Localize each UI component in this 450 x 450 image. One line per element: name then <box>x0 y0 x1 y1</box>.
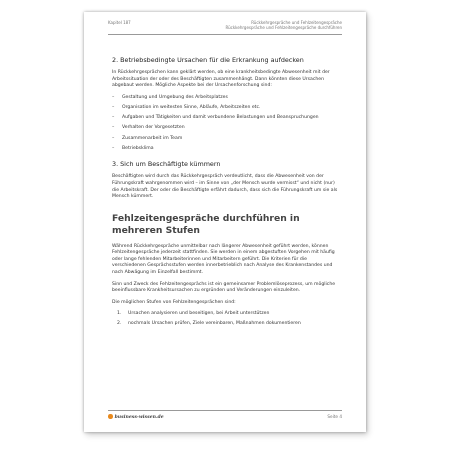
stages-list <box>112 311 342 327</box>
dash-bullet: – <box>112 145 115 151</box>
section-2-heading: 2. Betriebsbedingte Ursachen für die Erkrankung aufdecken <box>112 56 304 64</box>
list-item: 1. Ursachen analysieren und beseitigen, bei Arbeit unterstützen <box>117 311 270 317</box>
dash-bullet: – <box>112 104 115 110</box>
dash-bullet: – <box>112 135 115 141</box>
stages-intro-paragraph: Die möglichen Stufen von Fehlzeitengesprächen sind: <box>112 299 236 305</box>
chapter-label: Kapitel 187 <box>108 20 131 25</box>
page-footer <box>108 410 342 424</box>
purpose-paragraph: Sinn und Zweck des Fehlzeitengesprächs ist ein gemeinsamer Problemlöseprozess, um mögliche beeinflussbare Krankheitsursachen zu ergründen und Veränderungen einzuleiten. <box>112 281 336 294</box>
dash-bullet: – <box>112 94 115 100</box>
running-title <box>226 20 342 30</box>
list-item: – Verhalten der Vorgesetzten <box>112 125 185 131</box>
list-item: – Organisation im weitesten Sinne, Abläufe, Arbeitszeiten etc. <box>112 104 261 110</box>
cause-aspects-list <box>112 95 342 153</box>
list-item: 2. nochmals Ursachen prüfen, Ziele vereinbaren, Maßnahmen dokumentieren <box>117 321 301 327</box>
document-page <box>84 12 366 432</box>
section-3-heading: 3. Sich um Beschäftigte kümmern <box>112 160 221 169</box>
section-2-paragraph: In Rückkehrgesprächen kann geklärt werden, ob eine krankheitsbedingte Abwesenheit mit der Arbeitssituation der oder des Beschäftigten zusammenhängt. Dann könnten diese Ursachen abgebaut werden. Mögliche Aspekte bei der Ursachenforschung sind: <box>112 70 330 89</box>
section-3-paragraph: Beschäftigten wird durch das Rückkehrgespräch verdeutlicht, dass die Abwesenheit von der Führungskraft wahrgenommen wird – im Sinne von „der Mensch wurde vermisst“ und nicht (nur) die Arbeitskraft. Der oder die Beschäftigte erfährt dadurch, dass sich die Führungskraft um sie als Mensch kümmert. <box>112 174 338 200</box>
dash-bullet: – <box>112 125 115 131</box>
page-content <box>112 56 342 331</box>
brand-logo: business-wissen.de <box>108 414 164 420</box>
logo-dot-icon <box>108 414 113 419</box>
list-item: – Zusammenarbeit im Team <box>112 135 183 141</box>
main-heading: Fehlzeitengespräche durchführen in mehreren Stufen <box>112 212 300 236</box>
intro-paragraph: Während Rückkehrgespräche unmittelbar nach längerer Abwesenheit geführt werden, können Fehlzeitengespräche jederzeit stattfinden. Sie werden in einem abgestuften Vorgehen mit häufig oder lange fehlenden Mitarbeiterinnen und Mitarbeitern geführt. Die Kriterien für die verschiedenen Gesprächsstufen werden innerbetrieblich nach Analyse des Krankenstandes und nach Abwägung im Einzelfall bestimmt. <box>112 243 335 276</box>
running-title-line1: Rückkehrgespräche und Fehlzeitengespräche <box>251 20 342 25</box>
running-title-line2: Rückkehrgespräche und Fehlzeitengespräche durchführen <box>225 25 342 30</box>
list-item: – Gestaltung und Umgebung des Arbeitsplatzes <box>112 94 228 100</box>
dash-bullet: – <box>112 115 115 121</box>
page-header <box>108 20 342 35</box>
list-item: – Betriebsklima <box>112 145 154 151</box>
page-number: Seite 4 <box>327 414 342 419</box>
list-item: – Aufgaben und Tätigkeiten und damit verbundene Belastungen und Beanspruchungen <box>112 115 319 121</box>
